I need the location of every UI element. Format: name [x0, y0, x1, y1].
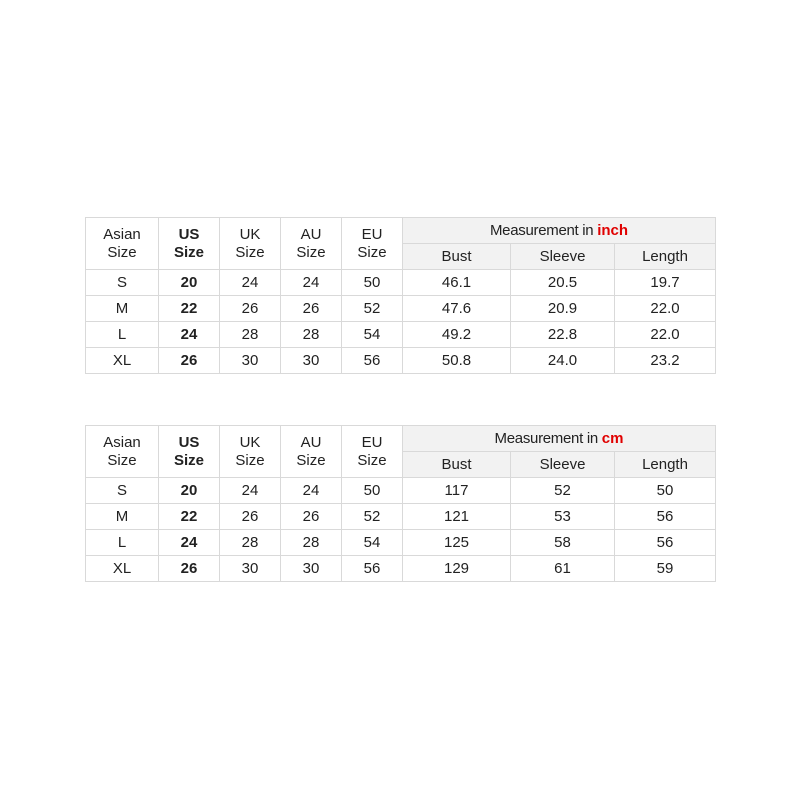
eu-size-cell: 56 [342, 556, 403, 582]
au-size-cell: 26 [281, 296, 342, 322]
eu-size-cell: 52 [342, 296, 403, 322]
length-cell: 22.0 [615, 296, 716, 322]
measurement-header [403, 426, 716, 452]
au-size-cell: 30 [281, 348, 342, 374]
header-text: EU [361, 433, 383, 451]
length-cell: 22.0 [615, 322, 716, 348]
size-chart-table-inch [85, 217, 716, 374]
sleeve-cell: 53 [511, 504, 615, 530]
measurement-unit: cm [601, 429, 624, 447]
table-row [86, 478, 716, 504]
us-size-header [159, 426, 220, 478]
sleeve-cell: 22.8 [511, 322, 615, 348]
table-row [86, 530, 716, 556]
sleeve-cell: 24.0 [511, 348, 615, 374]
eu-size-cell: 54 [342, 322, 403, 348]
header-text: Size [235, 451, 265, 469]
table-row [86, 270, 716, 296]
asian-size-cell: S [86, 270, 159, 296]
length-cell: 59 [615, 556, 716, 582]
length-cell: 56 [615, 504, 716, 530]
header-text: UK [239, 225, 261, 243]
sleeve-header: Sleeve [511, 452, 615, 478]
eu-size-cell: 56 [342, 348, 403, 374]
header-text: Size [107, 243, 137, 261]
header-text: Size [173, 451, 204, 469]
au-size-cell: 28 [281, 322, 342, 348]
header-row [86, 218, 716, 244]
length-cell: 23.2 [615, 348, 716, 374]
bust-cell: 117 [403, 478, 511, 504]
uk-size-header [220, 426, 281, 478]
sleeve-cell: 52 [511, 478, 615, 504]
table-row [86, 348, 716, 374]
length-cell: 50 [615, 478, 716, 504]
eu-size-header [342, 218, 403, 270]
asian-size-cell: M [86, 504, 159, 530]
table-row [86, 504, 716, 530]
sleeve-cell: 58 [511, 530, 615, 556]
au-size-cell: 26 [281, 504, 342, 530]
table-row [86, 322, 716, 348]
bust-cell: 50.8 [403, 348, 511, 374]
header-text: Asian [103, 433, 141, 451]
bust-header: Bust [403, 244, 511, 270]
au-size-header [281, 218, 342, 270]
uk-size-cell: 24 [220, 478, 281, 504]
header-text: US [178, 433, 200, 451]
header-text: AU [300, 433, 322, 451]
us-size-cell: 24 [159, 322, 220, 348]
asian-size-cell: L [86, 530, 159, 556]
header-text: Size [173, 243, 204, 261]
uk-size-cell: 28 [220, 322, 281, 348]
bust-cell: 125 [403, 530, 511, 556]
asian-size-cell: S [86, 478, 159, 504]
header-text: EU [361, 225, 383, 243]
eu-size-cell: 52 [342, 504, 403, 530]
header-text: Asian [103, 225, 141, 243]
us-size-cell: 24 [159, 530, 220, 556]
header-text: US [178, 225, 200, 243]
length-cell: 56 [615, 530, 716, 556]
header-text: Size [357, 451, 387, 469]
uk-size-cell: 30 [220, 556, 281, 582]
au-size-cell: 24 [281, 478, 342, 504]
measurement-label: Measurement in [494, 429, 602, 447]
uk-size-cell: 24 [220, 270, 281, 296]
eu-size-cell: 54 [342, 530, 403, 556]
header-text: Size [296, 243, 326, 261]
uk-size-header [220, 218, 281, 270]
uk-size-cell: 28 [220, 530, 281, 556]
eu-size-cell: 50 [342, 270, 403, 296]
bust-cell: 121 [403, 504, 511, 530]
eu-size-cell: 50 [342, 478, 403, 504]
header-text: Size [235, 243, 265, 261]
bust-cell: 47.6 [403, 296, 511, 322]
asian-size-cell: M [86, 296, 159, 322]
au-size-cell: 24 [281, 270, 342, 296]
us-size-cell: 22 [159, 504, 220, 530]
header-row [86, 426, 716, 452]
header-text: Size [357, 243, 387, 261]
length-header: Length [615, 452, 716, 478]
length-header: Length [615, 244, 716, 270]
sleeve-header: Sleeve [511, 244, 615, 270]
uk-size-cell: 30 [220, 348, 281, 374]
length-cell: 19.7 [615, 270, 716, 296]
header-text: UK [239, 433, 261, 451]
header-text: Size [107, 451, 137, 469]
asian-size-cell: L [86, 322, 159, 348]
asian-size-cell: XL [86, 348, 159, 374]
table-row [86, 556, 716, 582]
uk-size-cell: 26 [220, 296, 281, 322]
header-text: AU [300, 225, 322, 243]
au-size-cell: 30 [281, 556, 342, 582]
size-chart-table-cm [85, 425, 716, 582]
us-size-cell: 26 [159, 348, 220, 374]
eu-size-header [342, 426, 403, 478]
au-size-header [281, 426, 342, 478]
sleeve-cell: 61 [511, 556, 615, 582]
au-size-cell: 28 [281, 530, 342, 556]
bust-header: Bust [403, 452, 511, 478]
bust-cell: 49.2 [403, 322, 511, 348]
sleeve-cell: 20.9 [511, 296, 615, 322]
us-size-header [159, 218, 220, 270]
measurement-header [403, 218, 716, 244]
measurement-label: Measurement in [489, 221, 598, 239]
table-row [86, 296, 716, 322]
bust-cell: 46.1 [403, 270, 511, 296]
asian-size-cell: XL [86, 556, 159, 582]
us-size-cell: 20 [159, 478, 220, 504]
asian-size-header [86, 218, 159, 270]
us-size-cell: 20 [159, 270, 220, 296]
asian-size-header [86, 426, 159, 478]
us-size-cell: 22 [159, 296, 220, 322]
header-text: Size [296, 451, 326, 469]
sleeve-cell: 20.5 [511, 270, 615, 296]
us-size-cell: 26 [159, 556, 220, 582]
uk-size-cell: 26 [220, 504, 281, 530]
measurement-unit: inch [597, 221, 629, 239]
bust-cell: 129 [403, 556, 511, 582]
